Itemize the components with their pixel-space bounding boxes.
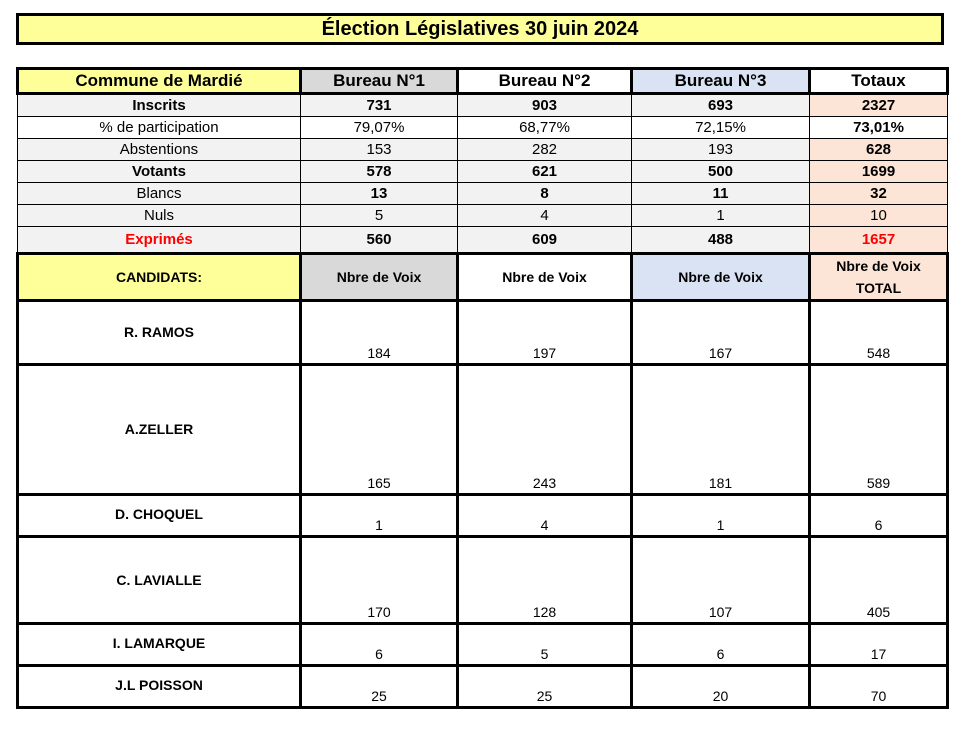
stat-b1: 578: [301, 161, 458, 183]
header-row: [18, 69, 948, 94]
stat-total: 1699: [810, 161, 948, 183]
stat-b1: 731: [301, 94, 458, 117]
stat-b3: 488: [632, 227, 810, 254]
candidate-row: [18, 495, 948, 537]
stat-total: 628: [810, 139, 948, 161]
candidate-b1: 184: [301, 301, 458, 365]
stat-total: 2327: [810, 94, 948, 117]
candidate-b3: 6: [632, 624, 810, 666]
stat-b2: 621: [458, 161, 632, 183]
candidate-total: 6: [810, 495, 948, 537]
candidate-name: J.L POISSON: [18, 666, 301, 708]
candidate-row: [18, 537, 948, 624]
voix-b1-header: Nbre de Voix: [301, 254, 458, 301]
candidate-total: 589: [810, 365, 948, 495]
stat-total: 32: [810, 183, 948, 205]
stat-b3: 693: [632, 94, 810, 117]
candidate-name: I. LAMARQUE: [18, 624, 301, 666]
candidate-b3: 107: [632, 537, 810, 624]
voix-b2-header: Nbre de Voix: [458, 254, 632, 301]
candidate-b1: 25: [301, 666, 458, 708]
candidate-b3: 167: [632, 301, 810, 365]
stat-b1: 79,07%: [301, 117, 458, 139]
candidats-header-row: [18, 254, 948, 301]
stat-label: Exprimés: [18, 227, 301, 254]
bureau3-header: Bureau N°3: [632, 69, 810, 94]
stat-b1: 560: [301, 227, 458, 254]
candidate-b2: 128: [458, 537, 632, 624]
candidate-name: D. CHOQUEL: [18, 495, 301, 537]
stat-row-exprimes: [18, 227, 948, 254]
candidate-b1: 6: [301, 624, 458, 666]
candidate-row: [18, 365, 948, 495]
candidate-total: 17: [810, 624, 948, 666]
candidate-row: [18, 666, 948, 708]
stat-label: Blancs: [18, 183, 301, 205]
candidate-name: A.ZELLER: [18, 365, 301, 495]
candidate-b3: 20: [632, 666, 810, 708]
stat-row-votants: [18, 161, 948, 183]
candidate-b3: 1: [632, 495, 810, 537]
stat-row-inscrits: [18, 94, 948, 117]
voix-total-header: [810, 254, 948, 301]
commune-header: Commune de Mardié: [18, 69, 301, 94]
candidate-name: C. LAVIALLE: [18, 537, 301, 624]
stat-b1: 153: [301, 139, 458, 161]
stat-b2: 4: [458, 205, 632, 227]
candidate-row: [18, 301, 948, 365]
stat-label: % de participation: [18, 117, 301, 139]
candidate-b2: 25: [458, 666, 632, 708]
stat-b2: 8: [458, 183, 632, 205]
candidate-total: 548: [810, 301, 948, 365]
stat-b2: 68,77%: [458, 117, 632, 139]
stat-b1: 5: [301, 205, 458, 227]
stat-b1: 13: [301, 183, 458, 205]
stat-b3: 500: [632, 161, 810, 183]
stat-b3: 11: [632, 183, 810, 205]
candidate-total: 70: [810, 666, 948, 708]
bureau1-header: Bureau N°1: [301, 69, 458, 94]
candidats-header: CANDIDATS:: [18, 254, 301, 301]
stat-label: Abstentions: [18, 139, 301, 161]
voix-total-line2: TOTAL: [855, 280, 902, 296]
candidate-b2: 5: [458, 624, 632, 666]
stat-total: 73,01%: [810, 117, 948, 139]
stat-label: Inscrits: [18, 94, 301, 117]
stat-b2: 609: [458, 227, 632, 254]
stat-row-blancs: [18, 183, 948, 205]
candidate-b2: 197: [458, 301, 632, 365]
stat-b3: 1: [632, 205, 810, 227]
candidate-total: 405: [810, 537, 948, 624]
candidate-b3: 181: [632, 365, 810, 495]
voix-total-line1: Nbre de Voix: [836, 258, 921, 274]
candidate-b2: 4: [458, 495, 632, 537]
candidate-b1: 1: [301, 495, 458, 537]
stat-total: 1657: [810, 227, 948, 254]
bureau2-header: Bureau N°2: [458, 69, 632, 94]
totaux-header: Totaux: [810, 69, 948, 94]
candidate-b2: 243: [458, 365, 632, 495]
stat-b3: 72,15%: [632, 117, 810, 139]
candidate-row: [18, 624, 948, 666]
voix-b3-header: Nbre de Voix: [632, 254, 810, 301]
candidate-b1: 170: [301, 537, 458, 624]
stat-label: Nuls: [18, 205, 301, 227]
candidate-name: R. RAMOS: [18, 301, 301, 365]
stat-b2: 282: [458, 139, 632, 161]
page-title: Élection Législatives 30 juin 2024: [16, 13, 944, 45]
stat-row-abstentions: [18, 139, 948, 161]
stat-b2: 903: [458, 94, 632, 117]
stat-label: Votants: [18, 161, 301, 183]
results-table: [16, 67, 949, 709]
stat-b3: 193: [632, 139, 810, 161]
candidate-b1: 165: [301, 365, 458, 495]
stat-total: 10: [810, 205, 948, 227]
stat-row-nuls: [18, 205, 948, 227]
stat-row-participation: [18, 117, 948, 139]
